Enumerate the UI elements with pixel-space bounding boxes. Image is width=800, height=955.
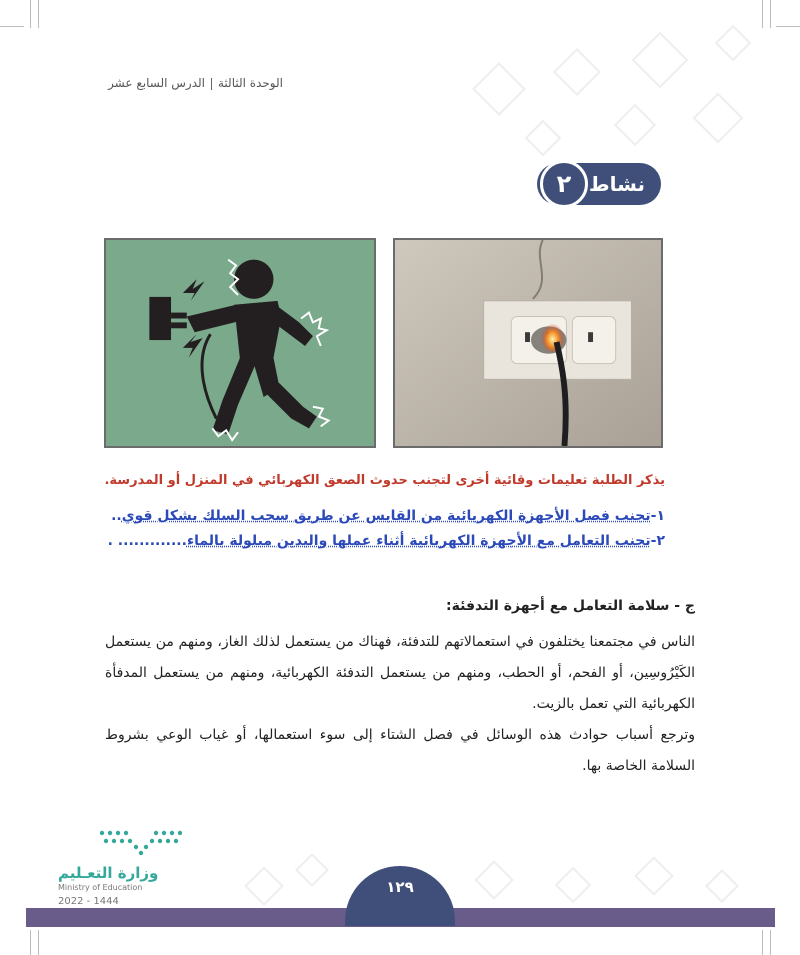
ministry-name-ar: وزارة التعـليم bbox=[58, 864, 159, 882]
answer-line-1 bbox=[45, 508, 665, 524]
decor-diamond bbox=[244, 866, 284, 906]
header-divider bbox=[211, 78, 212, 90]
answer-line-2 bbox=[45, 533, 665, 549]
decor-diamond bbox=[632, 32, 689, 89]
activity-label: نشاط bbox=[588, 172, 645, 196]
electric-shock-pictogram bbox=[104, 238, 376, 448]
lesson-label: الدرس السابع عشر bbox=[108, 76, 205, 90]
decor-diamond bbox=[555, 867, 592, 904]
decor-diamond bbox=[693, 93, 744, 144]
answer-tail: ............. . bbox=[107, 533, 187, 549]
decor-diamond bbox=[705, 869, 739, 903]
crop-mark bbox=[38, 930, 39, 955]
section-title: ج - سلامة التعامل مع أجهزة التدفئة: bbox=[446, 598, 695, 614]
page-number-tab bbox=[345, 866, 455, 926]
crop-mark bbox=[30, 930, 31, 955]
decor-diamond bbox=[525, 120, 562, 157]
burning-socket-image bbox=[395, 240, 661, 446]
decor-diamond bbox=[295, 853, 329, 887]
crop-mark bbox=[38, 0, 39, 28]
decor-diamond bbox=[715, 25, 752, 62]
crop-mark bbox=[762, 0, 763, 28]
decor-diamond bbox=[553, 48, 601, 96]
crop-mark bbox=[776, 26, 800, 27]
activity-badge bbox=[537, 163, 661, 205]
section-body bbox=[105, 627, 695, 782]
ministry-logo-icon bbox=[96, 827, 188, 857]
crop-mark bbox=[770, 0, 771, 28]
ministry-name-en: Ministry of Education bbox=[58, 883, 143, 892]
running-header bbox=[108, 76, 283, 90]
crop-mark bbox=[770, 930, 771, 955]
activity-instruction: يذكر الطلبة تعليمات وقائية أخرى لتجنب حدوث الصعق الكهربائي في المنزل أو المدرسة. bbox=[104, 473, 665, 488]
burning-socket-photo bbox=[393, 238, 663, 448]
answer-text: تجنب التعامل مع الأجهزة الكهربائية أثناء عملها واليدين مبلولة بالماء bbox=[186, 533, 651, 549]
crop-mark bbox=[762, 930, 763, 955]
paragraph: الناس في مجتمعنا يختلفون في استعمالاتهم للتدفئة، فهناك من يستعمل لذلك الغاز، ومنهم من يستعمل الكَيْرُوسِين، أو الفحم، أو الحطب، ومنهم من يستعمل التدفئة الكهربائية، ومنهم من يستعمل المدفأة الكهربائية التي تعمل بالزيت. bbox=[105, 634, 695, 712]
answer-text: تجنب فصل الأجهزة الكهربائية من القابس عن طريق سحب السلك بشكل قوي bbox=[121, 508, 651, 524]
answer-number: ١- bbox=[650, 508, 665, 524]
electric-shock-icon bbox=[106, 240, 374, 446]
decor-diamond bbox=[474, 860, 514, 900]
crop-mark bbox=[0, 26, 24, 27]
edition-year: 2022 - 1444 bbox=[58, 896, 119, 907]
activity-number: ٢ bbox=[540, 160, 588, 208]
decor-diamond bbox=[472, 62, 526, 116]
unit-label: الوحدة الثالثة bbox=[218, 76, 283, 90]
answer-number: ٢- bbox=[650, 533, 665, 549]
decor-diamond bbox=[634, 856, 674, 896]
answer-tail: .. bbox=[111, 508, 122, 524]
decor-diamond bbox=[614, 104, 656, 146]
crop-mark bbox=[30, 0, 31, 28]
page-number: ١٢٩ bbox=[386, 878, 414, 896]
paragraph: وترجع أسباب حوادث هذه الوسائل في فصل الشتاء إلى سوء استعمالها، أو غياب الوعي بشروط السلامة الخاصة بها. bbox=[105, 727, 695, 774]
